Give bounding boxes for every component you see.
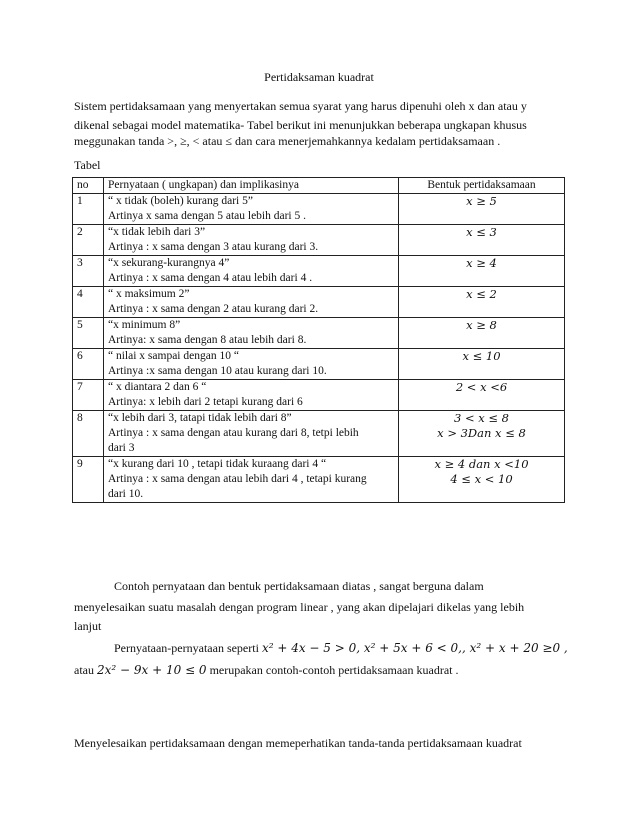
header-no: no <box>73 178 104 194</box>
statement-line: “x lebih dari 3, tatapi tidak lebih dari 8” <box>108 412 292 424</box>
row-statement <box>104 349 399 380</box>
examples-prefix: Pernyataan-pernyataan seperti <box>114 641 262 655</box>
row-number: 9 <box>73 457 104 503</box>
form-line: x ≤ 2 <box>466 287 497 301</box>
statement-line: “x kurang dari 10 , tetapi tidak kuraang dari 4 “ <box>108 458 327 470</box>
implication-line-continued: dari 3 <box>108 442 135 454</box>
row-form <box>399 349 565 380</box>
implication-line: Artinya : x sama dengan atau lebih dari 4 , tetapi kurang <box>108 473 367 485</box>
implication-line: Artinya : x sama dengan 2 atau kurang dari 2. <box>108 303 319 315</box>
row-form <box>399 194 565 225</box>
form-line: 3 < x ≤ 8 <box>453 411 509 425</box>
implication-line: Artinya :x sama dengan 10 atau kurang dari 10. <box>108 365 327 377</box>
row-number: 6 <box>73 349 104 380</box>
example-inequality-1: x² + 4x − 5 > 0, <box>261 641 364 655</box>
table-row <box>73 411 565 457</box>
statement-line: “x tidak lebih dari 3” <box>108 226 206 238</box>
table-label: Tabel <box>74 158 101 172</box>
row-number: 5 <box>73 318 104 349</box>
statement-line: “ x tidak (boleh) kurang dari 5” <box>108 195 253 207</box>
table-row <box>73 194 565 225</box>
row-statement <box>104 411 399 457</box>
statement-line: “ x diantara 2 dan 6 “ <box>108 381 207 393</box>
examples-line2-prefix: atau <box>74 663 97 677</box>
form-line: 2 < x <6 <box>455 380 508 394</box>
example-inequality-2: x² + 5x + 6 < 0,, <box>363 641 470 655</box>
implication-line: Artinya: x sama dengan 8 atau lebih dari 8. <box>108 334 307 346</box>
implication-line: Artinya: x lebih dari 2 tetapi kurang dari 6 <box>108 396 303 408</box>
row-form <box>399 380 565 411</box>
row-statement <box>104 318 399 349</box>
page-title: Pertidaksaman kuadrat <box>264 70 374 84</box>
table-body <box>73 194 565 503</box>
row-statement <box>104 380 399 411</box>
examples-line-1 <box>114 638 568 658</box>
table-row <box>73 225 565 256</box>
header-form: Bentuk pertidaksamaan <box>399 178 565 194</box>
contoh-line-2: menyelesaikan suatu masalah dengan program linear , yang akan dipelajari dikelas yang lebih <box>74 600 525 614</box>
row-form <box>399 411 565 457</box>
implication-line: Artinya : x sama dengan 4 atau lebih dari 4 . <box>108 272 313 284</box>
example-inequality-3: x² + x + 20 ≥0 , <box>469 641 568 655</box>
row-form <box>399 225 565 256</box>
example-inequality-4: 2x² − 9x + 10 ≤ 0 <box>97 663 207 677</box>
statement-line: “ nilai x sampai dengan 10 “ <box>108 350 239 362</box>
table-row <box>73 256 565 287</box>
form-line: x > 3Dan x ≤ 8 <box>437 426 526 440</box>
row-number: 1 <box>73 194 104 225</box>
table-row <box>73 380 565 411</box>
contoh-line-1: Contoh pernyataan dan bentuk pertidaksamaan diatas , sangat berguna dalam <box>114 579 484 593</box>
section-heading: Menyelesaikan pertidaksamaan dengan memeperhatikan tanda-tanda pertidaksamaan kuadrat <box>74 736 522 750</box>
form-line: x ≤ 3 <box>466 225 497 239</box>
table-row <box>73 318 565 349</box>
intro-line-2: dikenal sebagai model matematika- Tabel berikut ini menunjukkan beberapa ungkapan khusus <box>74 118 527 132</box>
form-line: x ≥ 5 <box>466 194 497 208</box>
row-statement <box>104 287 399 318</box>
row-number: 7 <box>73 380 104 411</box>
statement-line: “x sekurang-kurangnya 4” <box>108 257 230 269</box>
row-number: 2 <box>73 225 104 256</box>
implication-line: Artinya : x sama dengan 3 atau kurang dari 3. <box>108 241 319 253</box>
statement-line: “x minimum 8” <box>108 319 181 331</box>
row-form <box>399 287 565 318</box>
row-form <box>399 457 565 503</box>
intro-line-3: meggunakan tanda >, ≥, < atau ≤ dan cara menerjemahkannya kedalam pertidaksamaan . <box>74 134 501 148</box>
table-row <box>73 457 565 503</box>
implication-line: Artinya x sama dengan 5 atau lebih dari 5 . <box>108 210 306 222</box>
row-number: 3 <box>73 256 104 287</box>
row-statement <box>104 225 399 256</box>
row-statement <box>104 256 399 287</box>
form-line: x ≥ 4 dan x <10 <box>434 457 529 471</box>
implication-line-continued: dari 10. <box>108 488 144 500</box>
examples-line-2 <box>74 660 458 680</box>
row-statement <box>104 194 399 225</box>
implication-line: Artinya : x sama dengan atau kurang dari 8, tetpi lebih <box>108 427 359 439</box>
row-form <box>399 256 565 287</box>
form-line: x ≥ 8 <box>466 318 497 332</box>
form-line: x ≤ 10 <box>462 349 501 363</box>
table-row <box>73 287 565 318</box>
row-form <box>399 318 565 349</box>
inequality-table <box>72 177 565 503</box>
row-number: 4 <box>73 287 104 318</box>
statement-line: “ x maksimum 2” <box>108 288 190 300</box>
header-statement: Pernyataan ( ungkapan) dan implikasinya <box>104 178 399 194</box>
table-header-row <box>73 178 565 194</box>
intro-line-1: Sistem pertidaksamaan yang menyertakan semua syarat yang harus dipenuhi oleh x dan atau y <box>74 99 527 113</box>
row-number: 8 <box>73 411 104 457</box>
row-statement <box>104 457 399 503</box>
form-line: 4 ≤ x < 10 <box>450 472 513 486</box>
table-row <box>73 349 565 380</box>
examples-line2-suffix: merupakan contoh-contoh pertidaksamaan kuadrat . <box>206 663 459 677</box>
contoh-line-3: lanjut <box>74 619 102 633</box>
form-line: x ≥ 4 <box>466 256 497 270</box>
